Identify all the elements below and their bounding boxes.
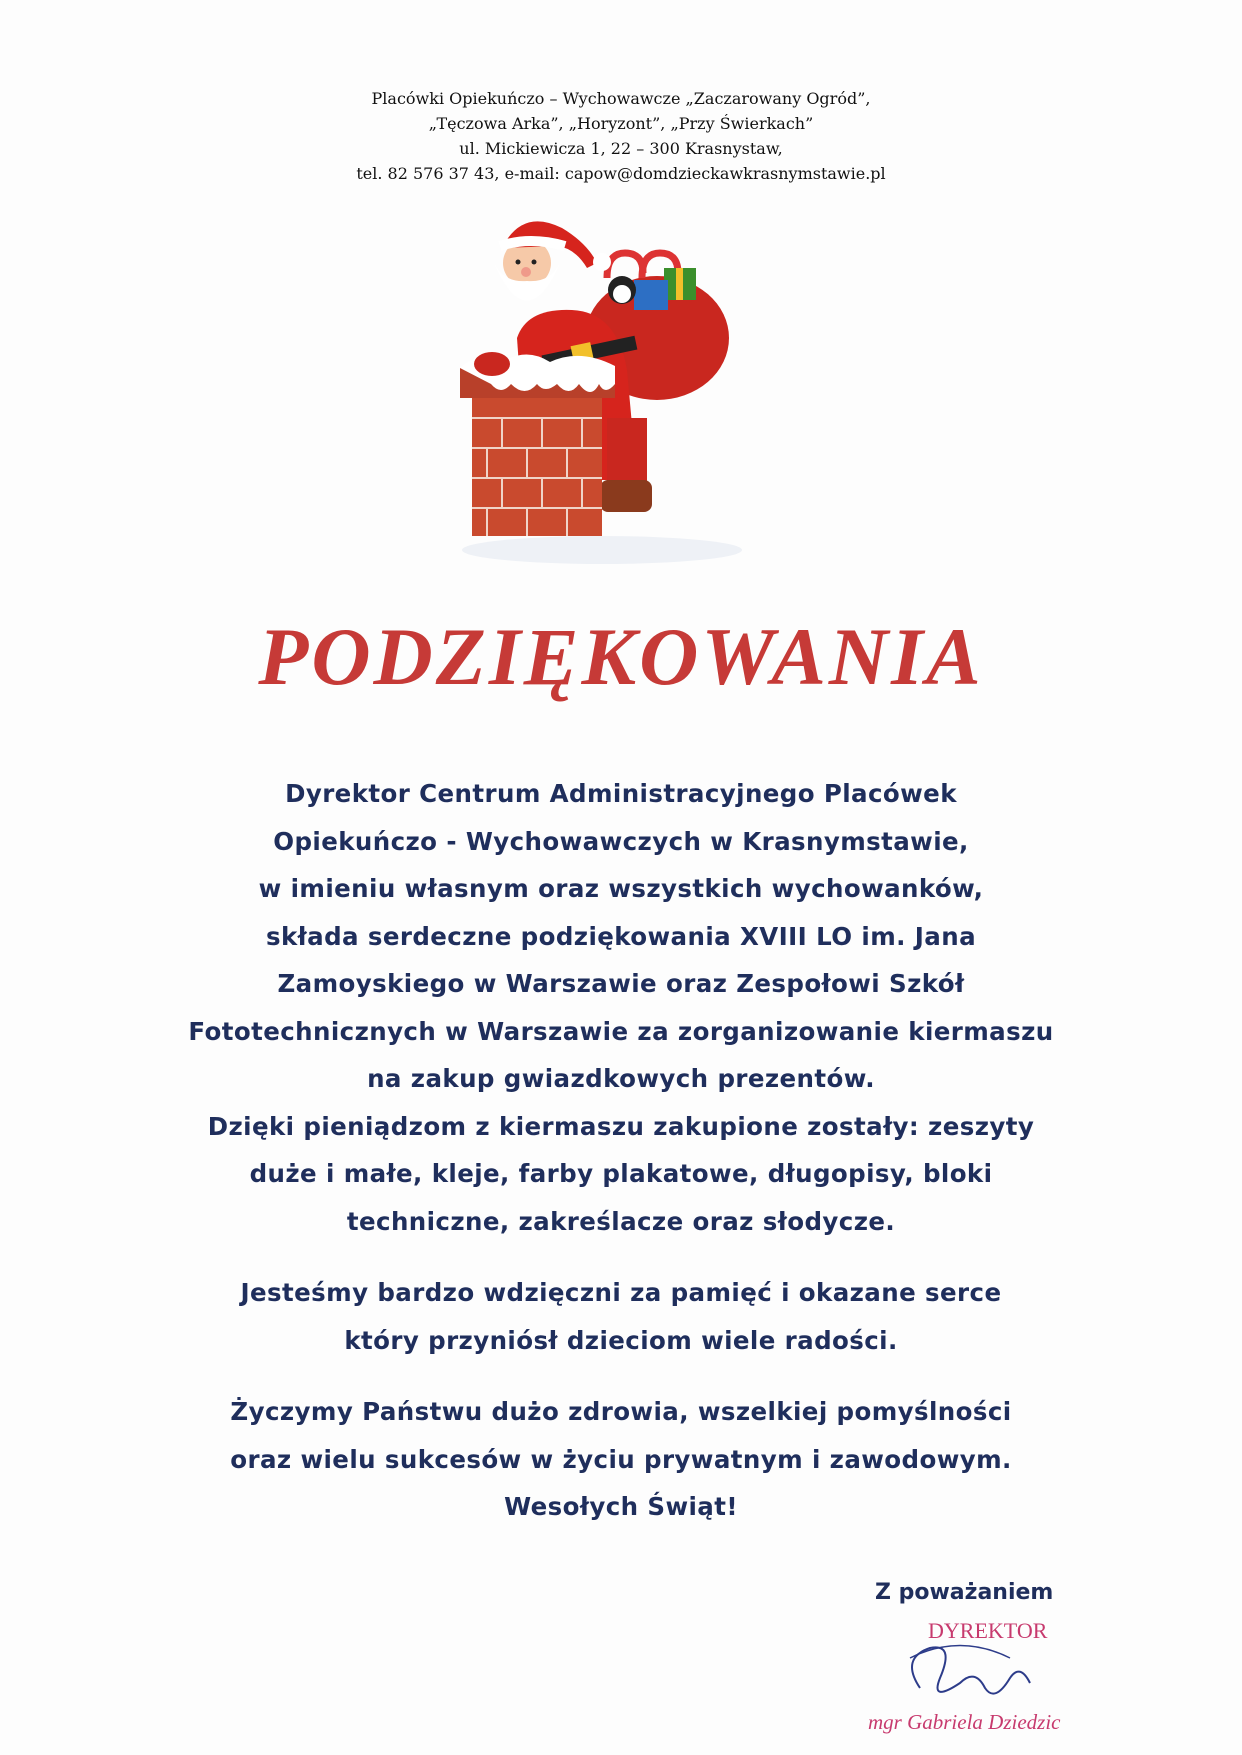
paragraph3-line: Życzymy Państwu dużo zdrowia, wszelkiej pomyślności [230, 1397, 1012, 1426]
letterhead-line-1: Placówki Opiekuńczo – Wychowawcze „Zaczarowany Ogród”, [371, 89, 871, 108]
paragraph2-line: który przyniósł dzieciom wiele radości. [344, 1325, 898, 1355]
paragraph1-line: na zakup gwiazdkowych prezentów. [367, 1064, 875, 1093]
paragraph1-line: Dyrektor Centrum Administracyjnego Placówek [285, 779, 957, 808]
paragraph1-line: w imieniu własnym oraz wszystkich wychowanków, [258, 874, 984, 903]
paragraph1-line: składa serdeczne podziękowania XVIII LO im. Jana [265, 921, 977, 951]
paragraph1-line: Fototechnicznych w Warszawie za zorganizowanie kiermaszu [188, 1016, 1054, 1046]
stamp-title: DYREKTOR [928, 1618, 1048, 1643]
letterhead-line-3: ul. Mickiewicza 1, 22 – 300 Krasnystaw, [459, 139, 783, 158]
paragraph1-line: Opiekuńczo - Wychowawczych w Krasnymstawie, [273, 826, 969, 856]
letterhead-line-4: tel. 82 576 37 43, e-mail: capow@domdzieckawkrasnymstawie.pl [356, 164, 886, 183]
paragraph1-line: Dzięki pieniądzom z kiermaszu zakupione zostały: zeszyty [207, 1111, 1035, 1141]
letter-body [100, 770, 1142, 1531]
closing-text: Z poważaniem [875, 1580, 1054, 1605]
paragraph3-line: Wesołych Świąt! [504, 1492, 738, 1521]
paragraph1-line: techniczne, zakreślacze oraz słodycze. [346, 1206, 896, 1236]
santa-chimney-illustration [432, 218, 772, 578]
paragraph2-line: Jesteśmy bardzo wdzięczni za pamięć i okazane serce [240, 1278, 1002, 1307]
paragraph1-line: duże i małe, kleje, farby plakatowe, długopisy, bloki [249, 1159, 993, 1188]
paragraph1-line: Zamoyskiego w Warszawie oraz Zespołowi Szkół [277, 969, 965, 998]
letterhead-line-2: „Tęczowa Arka”, „Horyzont”, „Przy Świerkach” [428, 114, 814, 133]
signature-scribble [880, 1628, 1060, 1718]
paragraph3-line: oraz wielu sukcesów w życiu prywatnym i zawodowym. [230, 1444, 1012, 1474]
stamp-name: mgr Gabriela Dziedzic [868, 1710, 1061, 1734]
letterhead [0, 86, 1242, 186]
page-title: PODZIĘKOWANIA [258, 611, 984, 702]
